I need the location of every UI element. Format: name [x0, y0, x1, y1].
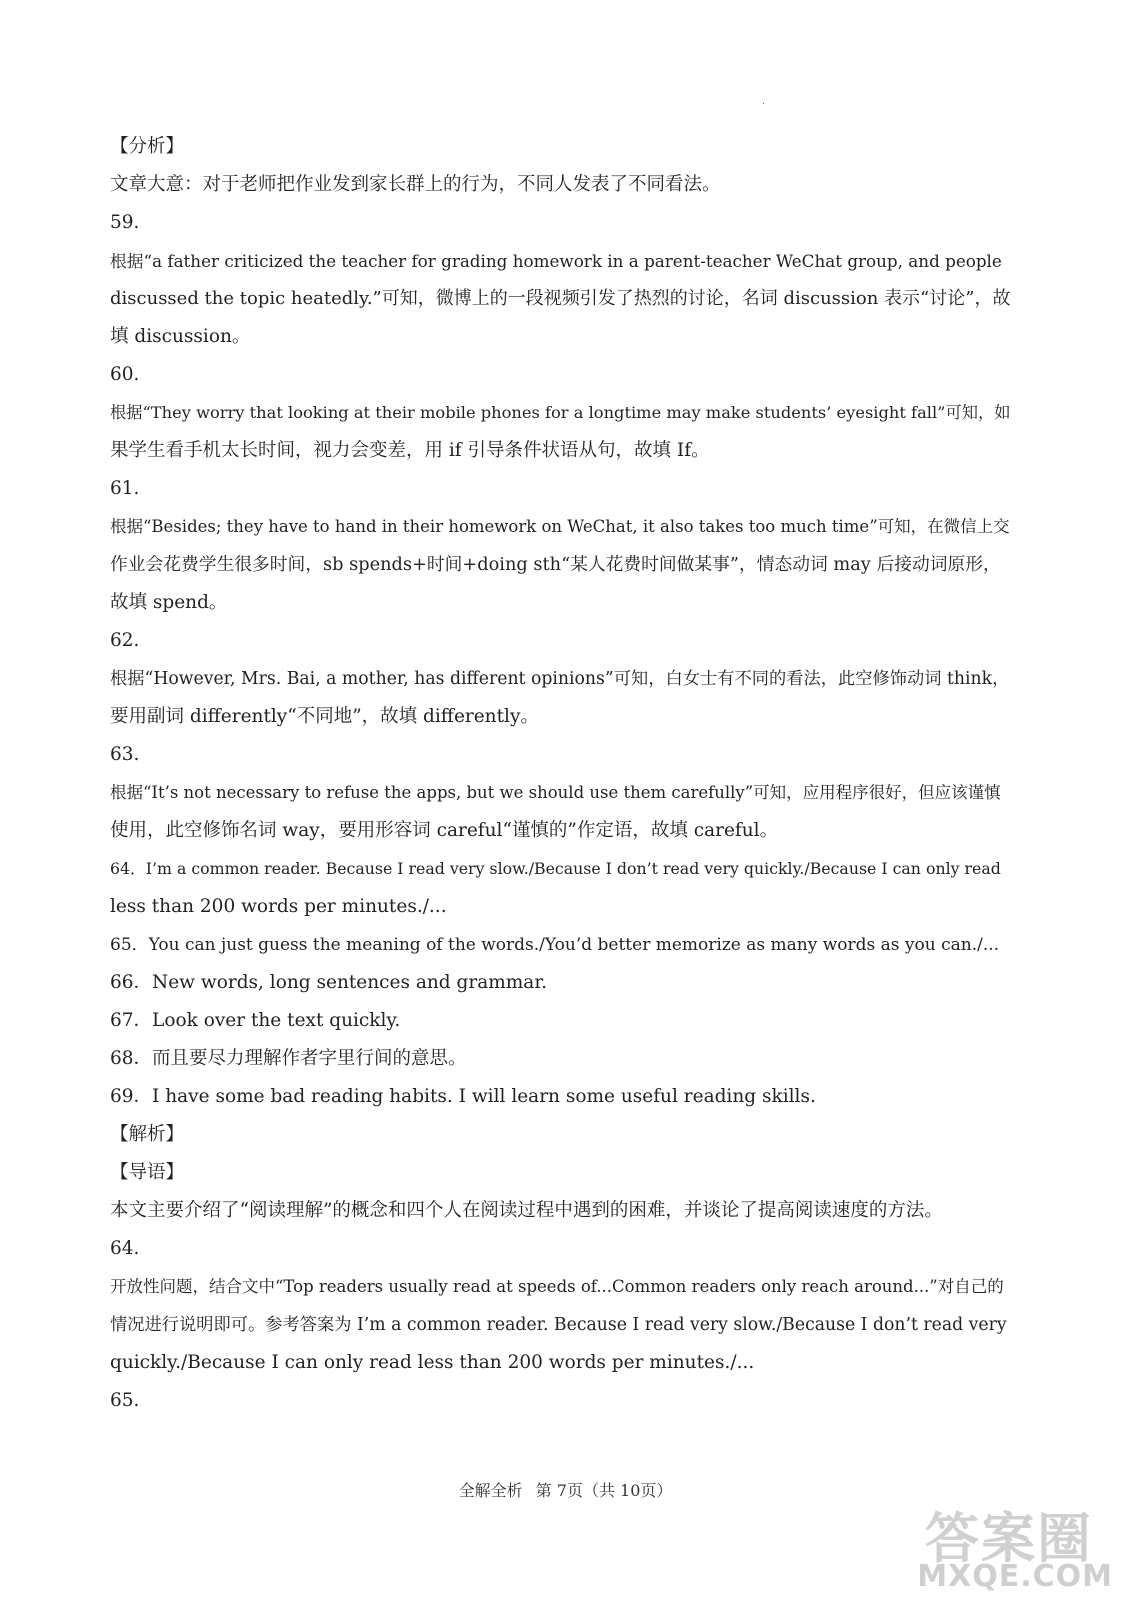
header-mark: .	[762, 96, 766, 107]
watermark-top-text: 答案圈	[925, 1507, 1093, 1570]
answer-68: 68．而且要尽力理解作者字里行间的意思。	[110, 1048, 467, 1069]
question-number: 62.	[110, 630, 140, 651]
question-number: 64.	[110, 1238, 140, 1259]
text-line: 情况进行说明即可。参考答案为 I’m a common reader. Because I read very slow./Because I don’t read very	[110, 1315, 1007, 1335]
footer-label: 全解全析	[458, 1481, 523, 1500]
text-line: 根据“a father criticized the teacher for grading homework in a parent-teacher WeChat group, and people	[110, 251, 1002, 271]
question-number: 65.	[110, 1390, 140, 1411]
watermark-bottom-text: MXQE.COM	[917, 1559, 1113, 1594]
answer-69: 69．I have some bad reading habits. I will learn some useful reading skills.	[110, 1086, 816, 1107]
question-number: 59.	[110, 212, 140, 233]
text-line: 根据“It’s not necessary to refuse the apps, but we should use them carefully”可知，应用程序很好，但应该谨慎	[110, 783, 1001, 802]
text-line: 文章大意：对于老师把作业发到家长群上的行为，不同人发表了不同看法。	[110, 174, 721, 195]
text-line: 果学生看手机太长时间，视力会变差，用 if 引导条件状语从句，故填 If。	[110, 440, 710, 461]
watermark-logo	[893, 1496, 1113, 1596]
document-body	[110, 128, 1010, 1420]
text-line: less than 200 words per minutes./...	[110, 896, 447, 917]
question-number: 60.	[110, 364, 140, 385]
answer-66: 66．New words, long sentences and grammar.	[110, 972, 548, 993]
text-line: 要用副词 differently“不同地”，故填 differently。	[110, 706, 539, 727]
answer-67: 67．Look over the text quickly.	[110, 1010, 401, 1031]
text-line: quickly./Because I can only read less than 200 words per minutes./...	[110, 1352, 755, 1373]
text-line: 填 discussion。	[110, 326, 251, 347]
text-line: 根据“However, Mrs. Bai, a mother, has different opinions”可知，白女士有不同的看法，此空修饰动词 think，	[110, 669, 1010, 689]
text-line: 根据“They worry that looking at their mobile phones for a longtime may make students’ eyesight fall”可知，如	[110, 403, 1011, 422]
section-heading-explanation: 【解析】	[110, 1124, 185, 1145]
text-line: 作业会花费学生很多时间，sb spends+时间+doing sth“某人花费时间做某事”，情态动词 may 后接动词原形，	[110, 555, 1001, 575]
text-line: 使用，此空修饰名词 way，要用形容词 careful“谨慎的”作定语，故填 careful。	[110, 820, 779, 841]
question-number: 63.	[110, 744, 140, 765]
text-line: 故填 spend。	[110, 592, 228, 613]
answer-64: 64．I’m a common reader. Because I read very slow./Because I don’t read very quickly./Because I can only read	[110, 859, 1001, 878]
section-heading-analysis: 【分析】	[110, 136, 185, 157]
text-line: 根据“Besides; they have to hand in their homework on WeChat, it also takes too much time”可知，在微信上交	[110, 517, 1010, 536]
text-line: discussed the topic heatedly.”可知，微博上的一段视频引发了热烈的讨论，名词 discussion 表示“讨论”，故	[110, 288, 1011, 309]
text-line: 本文主要介绍了“阅读理解”的概念和四个人在阅读过程中遇到的困难，并谈论了提高阅读速度的方法。	[110, 1200, 943, 1221]
question-number: 61.	[110, 478, 140, 499]
section-heading-intro: 【导语】	[110, 1162, 185, 1183]
page-number: 第 7页（共 10页）	[535, 1481, 673, 1500]
text-line: 开放性问题，结合文中“Top readers usually read at speeds of...Common readers only reach around...”对自己的	[110, 1277, 1004, 1296]
answer-65: 65．You can just guess the meaning of the words./You’d better memorize as many words as you can./...	[110, 935, 1000, 955]
